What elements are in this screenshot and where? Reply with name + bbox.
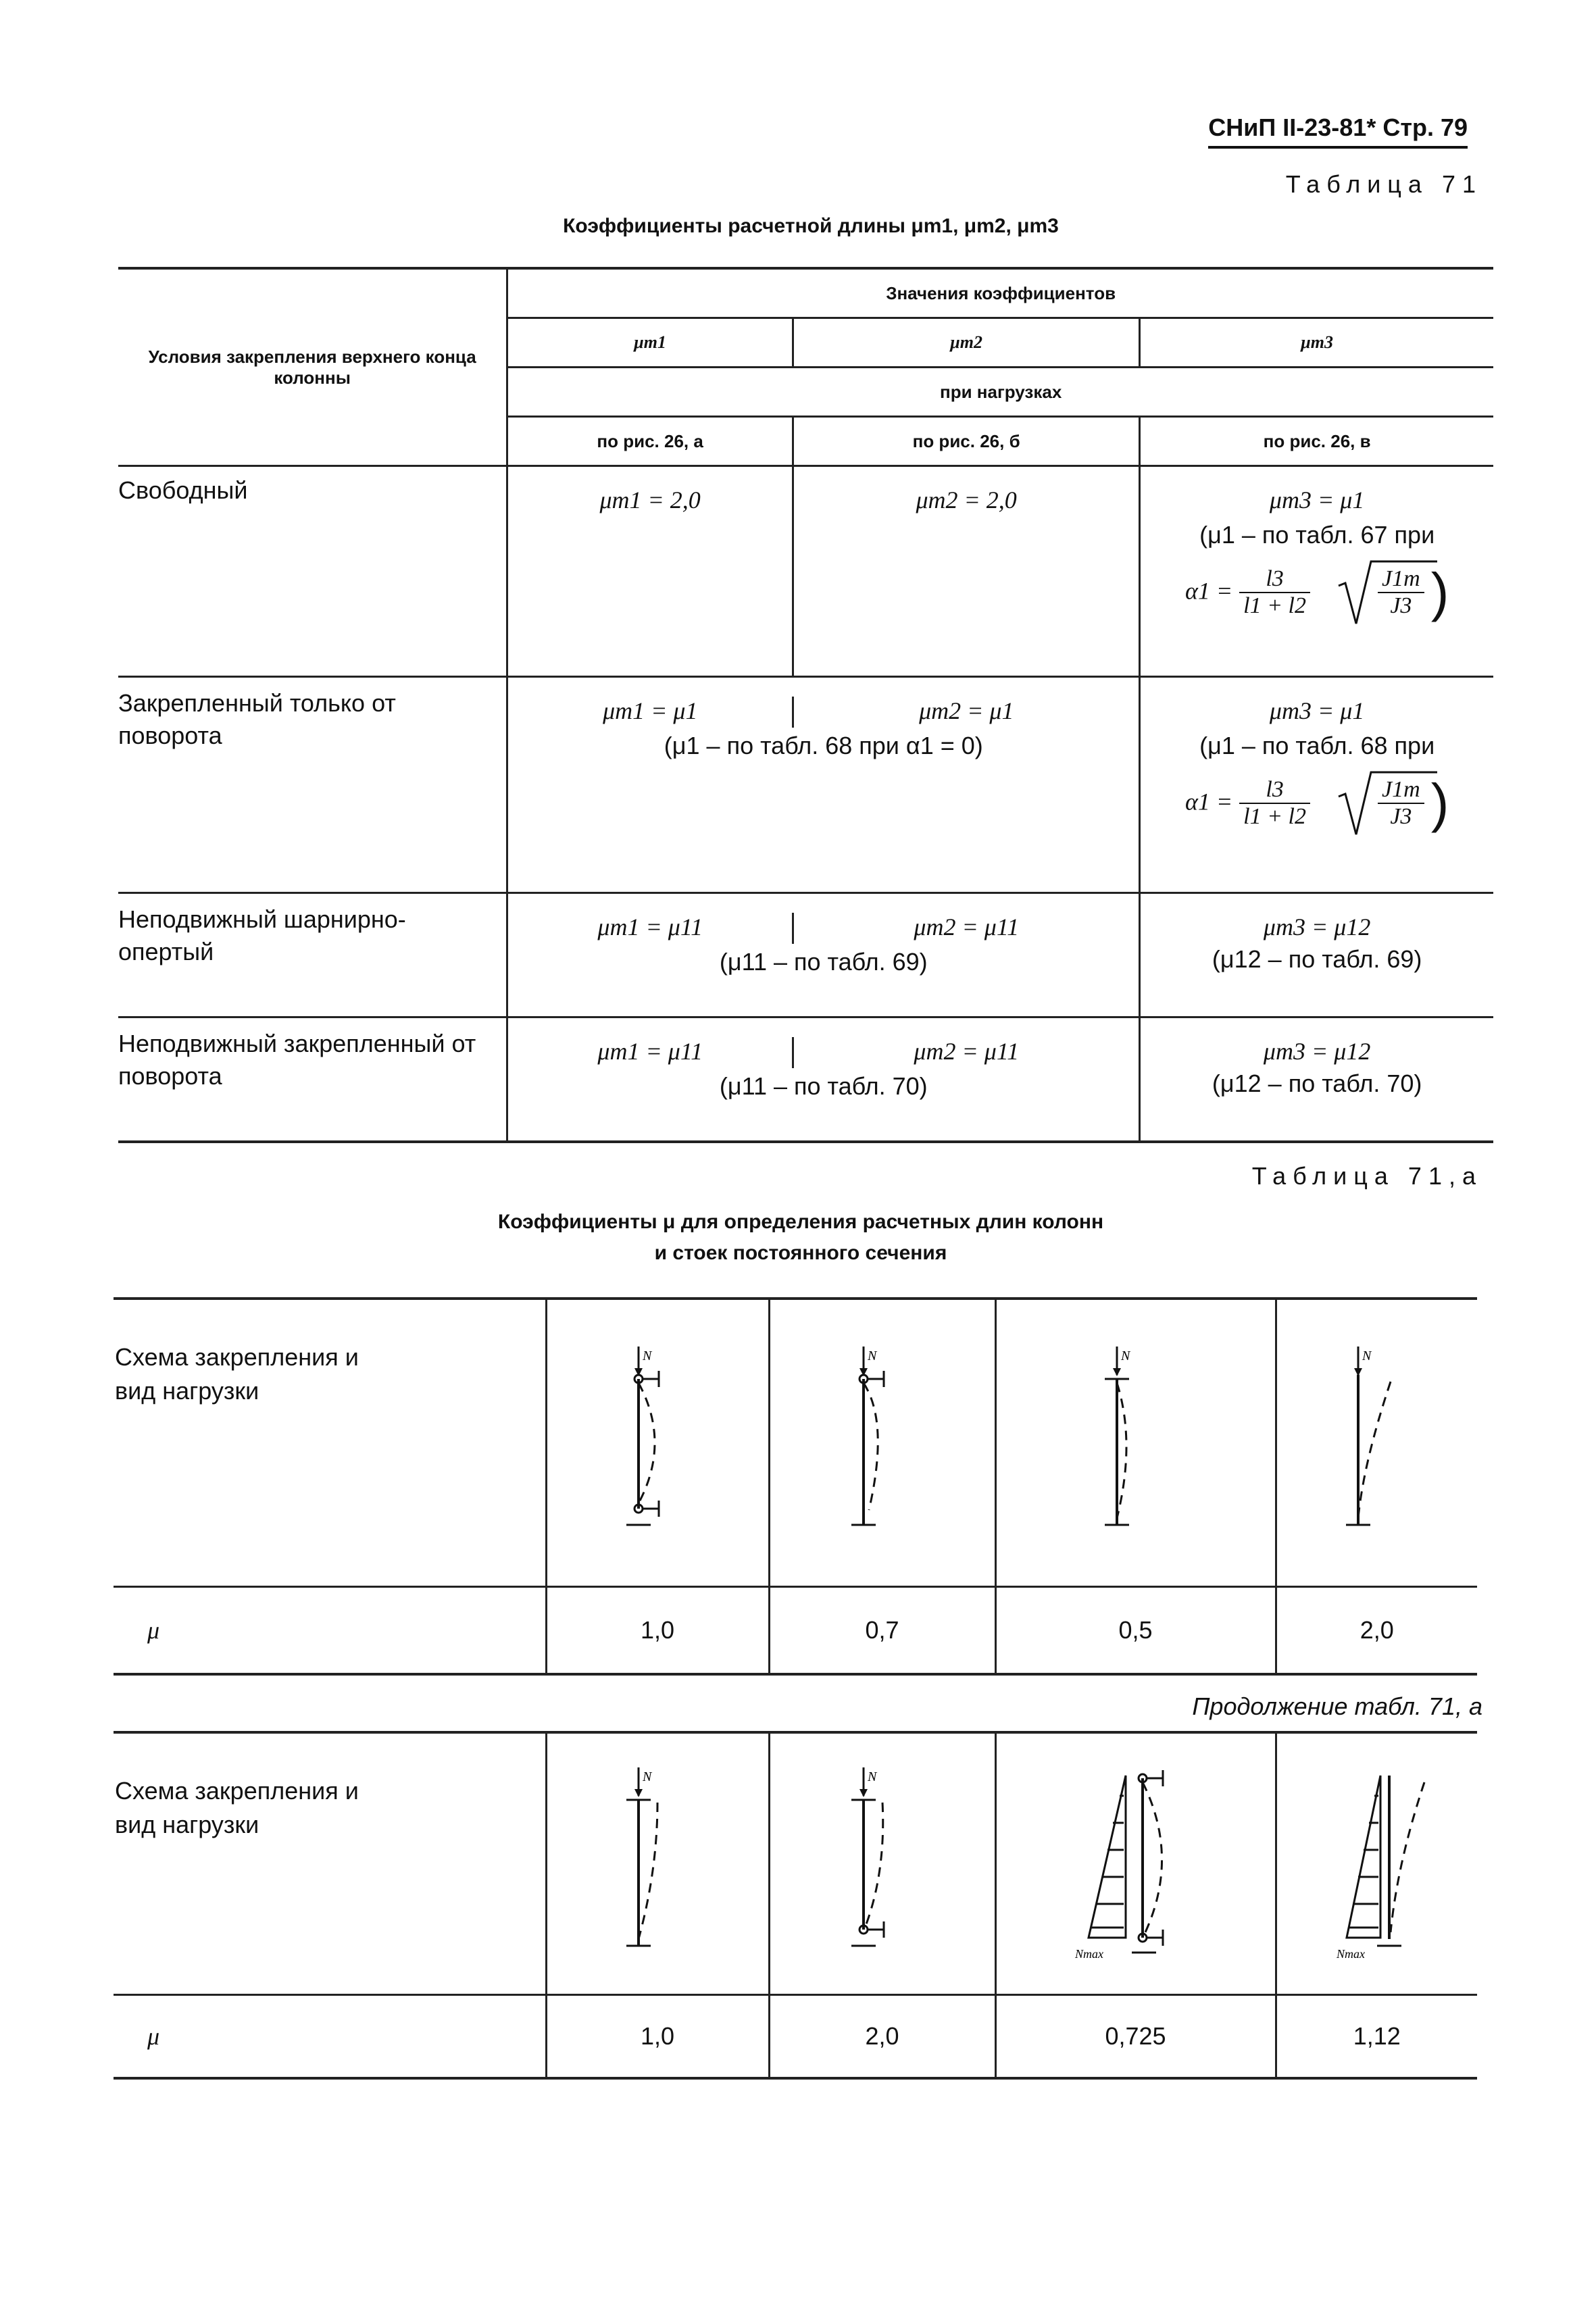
scheme-cell bbox=[995, 1299, 1276, 1586]
table-71a-label: Таблица 71,а bbox=[1251, 1162, 1482, 1190]
scheme-label: Схема закрепления и вид нагрузки bbox=[114, 1732, 546, 1994]
mu-m3-note: (μ12 – по табл. 70) bbox=[1212, 1070, 1422, 1097]
table-row bbox=[118, 1017, 1493, 1142]
document-header: СНиП II-23-81* Стр. 79 bbox=[1208, 114, 1468, 149]
fig-header-b: по рис. 26, б bbox=[793, 417, 1139, 466]
mu-m1-value: μm1 = μ11 bbox=[597, 913, 703, 940]
scheme-label: Схема закрепления и вид нагрузки bbox=[114, 1299, 546, 1586]
mu-value: 2,0 bbox=[769, 1994, 995, 2078]
scheme-cell bbox=[769, 1732, 995, 1994]
continuation-label: Продолжение табл. 71, а bbox=[1192, 1692, 1482, 1720]
svg-text:Nmax: Nmax bbox=[1336, 1947, 1365, 1961]
svg-text:Nmax: Nmax bbox=[1074, 1947, 1103, 1961]
loads-header: при нагрузках bbox=[507, 368, 1493, 417]
fig-header-v: по рис. 26, в bbox=[1140, 417, 1493, 466]
length-fraction: $\frac{l3}{l1 + l2}$ bbox=[1239, 777, 1310, 830]
values-header: Значения коэффициентов bbox=[507, 268, 1493, 318]
column-fixed-fixed-icon bbox=[1089, 1341, 1183, 1544]
mu-m3-note: (μ1 – по табл. 68 при bbox=[1199, 732, 1435, 759]
inertia-fraction: $\frac{J1m}{J3}$ bbox=[1378, 777, 1424, 830]
mu-m12-note: (μ11 – по табл. 69) bbox=[719, 948, 928, 976]
table-71a-part1 bbox=[114, 1297, 1477, 1676]
mu-m3-value: μm3 = μ12 bbox=[1263, 1038, 1371, 1065]
alpha-formula: α1 = $\frac{l3}{l1 + l2}$ $\frac{J1m}{J3}$ ) bbox=[1141, 559, 1493, 626]
scheme-cell bbox=[1276, 1732, 1477, 1994]
scheme-cell bbox=[546, 1299, 769, 1586]
inertia-fraction: $\frac{J1m}{J3}$ bbox=[1378, 566, 1424, 619]
table-71-label: Таблица 71 bbox=[1285, 170, 1482, 198]
mu-m3-header: μm3 bbox=[1140, 318, 1493, 368]
mu-m2-value: μm2 = μ11 bbox=[792, 1037, 1139, 1068]
svg-text:N: N bbox=[867, 1769, 876, 1785]
condition-cell: Неподвижный шарнирно-опертый bbox=[118, 893, 507, 1017]
mu-m3-cell bbox=[1140, 1017, 1493, 1142]
mu-m3-value: μm3 = μ1 bbox=[1269, 697, 1365, 724]
mu-m3-cell bbox=[1140, 893, 1493, 1017]
condition-cell: Неподвижный закрепленный от поворота bbox=[118, 1017, 507, 1142]
mu-m1-cell bbox=[507, 466, 793, 677]
mu-m2-value: μm2 = μ1 bbox=[792, 697, 1139, 728]
table-71a-part2 bbox=[114, 1731, 1477, 2080]
length-fraction: $\frac{l3}{l1 + l2}$ bbox=[1239, 566, 1310, 619]
mu-value: 1,0 bbox=[546, 1586, 769, 1674]
mu-m2-header: μm2 bbox=[793, 318, 1139, 368]
scheme-cell bbox=[1276, 1299, 1477, 1586]
mu-m12-cell bbox=[507, 677, 1140, 893]
column-sliding-pinned-icon bbox=[835, 1762, 930, 1965]
svg-text:N: N bbox=[1362, 1349, 1372, 1364]
alpha-label: α1 = bbox=[1184, 788, 1233, 815]
table-71-title: Коэффициенты расчетной длины μm1, μm2, μm3 bbox=[563, 215, 1059, 237]
mu-m1-header: μm1 bbox=[507, 318, 793, 368]
column-fixed-pinned-icon bbox=[835, 1341, 930, 1544]
mu-label: μ bbox=[114, 1994, 546, 2078]
column-pinned-pinned-icon bbox=[610, 1341, 705, 1544]
column-free-fixed-icon bbox=[1330, 1341, 1424, 1544]
mu-m1-value: μm1 = 2,0 bbox=[599, 486, 701, 513]
scheme-cell bbox=[546, 1732, 769, 1994]
mu-value: 1,0 bbox=[546, 1994, 769, 2078]
mu-label: μ bbox=[114, 1586, 546, 1674]
column-distributed-pinned-icon bbox=[1062, 1755, 1210, 1971]
svg-text:N: N bbox=[643, 1769, 652, 1785]
column-distributed-free-icon bbox=[1310, 1755, 1445, 1971]
fig-header-a: по рис. 26, а bbox=[507, 417, 793, 466]
mu-m2-value: μm2 = 2,0 bbox=[916, 486, 1017, 513]
mu-value: 0,725 bbox=[995, 1994, 1276, 2078]
table-row bbox=[118, 466, 1493, 677]
mu-m3-note: (μ12 – по табл. 69) bbox=[1212, 945, 1422, 973]
svg-text:N: N bbox=[1120, 1349, 1130, 1364]
scheme-cell bbox=[769, 1299, 995, 1586]
mu-m12-cell bbox=[507, 1017, 1140, 1142]
mu-m12-values bbox=[508, 1037, 1139, 1068]
mu-m1-value: μm1 = μ1 bbox=[603, 697, 698, 724]
table-71a-title-1: Коэффициенты μ для определения расчетных длин колонн bbox=[497, 1211, 1104, 1233]
mu-m2-cell bbox=[793, 466, 1139, 677]
column-fixed-sliding-icon bbox=[610, 1762, 705, 1965]
alpha-label: α1 = bbox=[1184, 577, 1233, 605]
mu-m3-value: μm3 = μ12 bbox=[1263, 913, 1371, 940]
mu-value: 2,0 bbox=[1276, 1586, 1477, 1674]
svg-text:N: N bbox=[867, 1349, 876, 1364]
mu-m2-value: μm2 = μ11 bbox=[792, 913, 1139, 944]
mu-m3-cell bbox=[1140, 677, 1493, 893]
table-71a-title-2: и стоек постоянного сечения bbox=[654, 1242, 947, 1264]
mu-m12-values bbox=[508, 697, 1139, 728]
mu-value: 1,12 bbox=[1276, 1994, 1477, 2078]
mu-m12-note: (μ11 – по табл. 70) bbox=[719, 1072, 928, 1100]
svg-text:N: N bbox=[643, 1349, 652, 1364]
col-conditions-header: Условия закрепления верхнего конца колонны bbox=[118, 268, 507, 466]
condition-cell: Закрепленный только от поворота bbox=[118, 677, 507, 893]
mu-m3-cell bbox=[1140, 466, 1493, 677]
mu-value: 0,7 bbox=[769, 1586, 995, 1674]
table-row bbox=[118, 893, 1493, 1017]
alpha-formula: α1 = $\frac{l3}{l1 + l2}$ $\frac{J1m}{J3}$ ) bbox=[1141, 770, 1493, 837]
mu-m12-note: (μ1 – по табл. 68 при α1 = 0) bbox=[664, 732, 983, 759]
mu-m12-cell bbox=[507, 893, 1140, 1017]
mu-value: 0,5 bbox=[995, 1586, 1276, 1674]
table-71 bbox=[118, 267, 1493, 1143]
mu-m3-note: (μ1 – по табл. 67 при bbox=[1199, 521, 1435, 549]
scheme-cell bbox=[995, 1732, 1276, 1994]
condition-cell: Свободный bbox=[118, 466, 507, 677]
mu-m1-value: μm1 = μ11 bbox=[597, 1038, 703, 1065]
mu-m12-values bbox=[508, 913, 1139, 944]
table-row bbox=[118, 677, 1493, 893]
mu-m3-value: μm3 = μ1 bbox=[1269, 486, 1365, 513]
